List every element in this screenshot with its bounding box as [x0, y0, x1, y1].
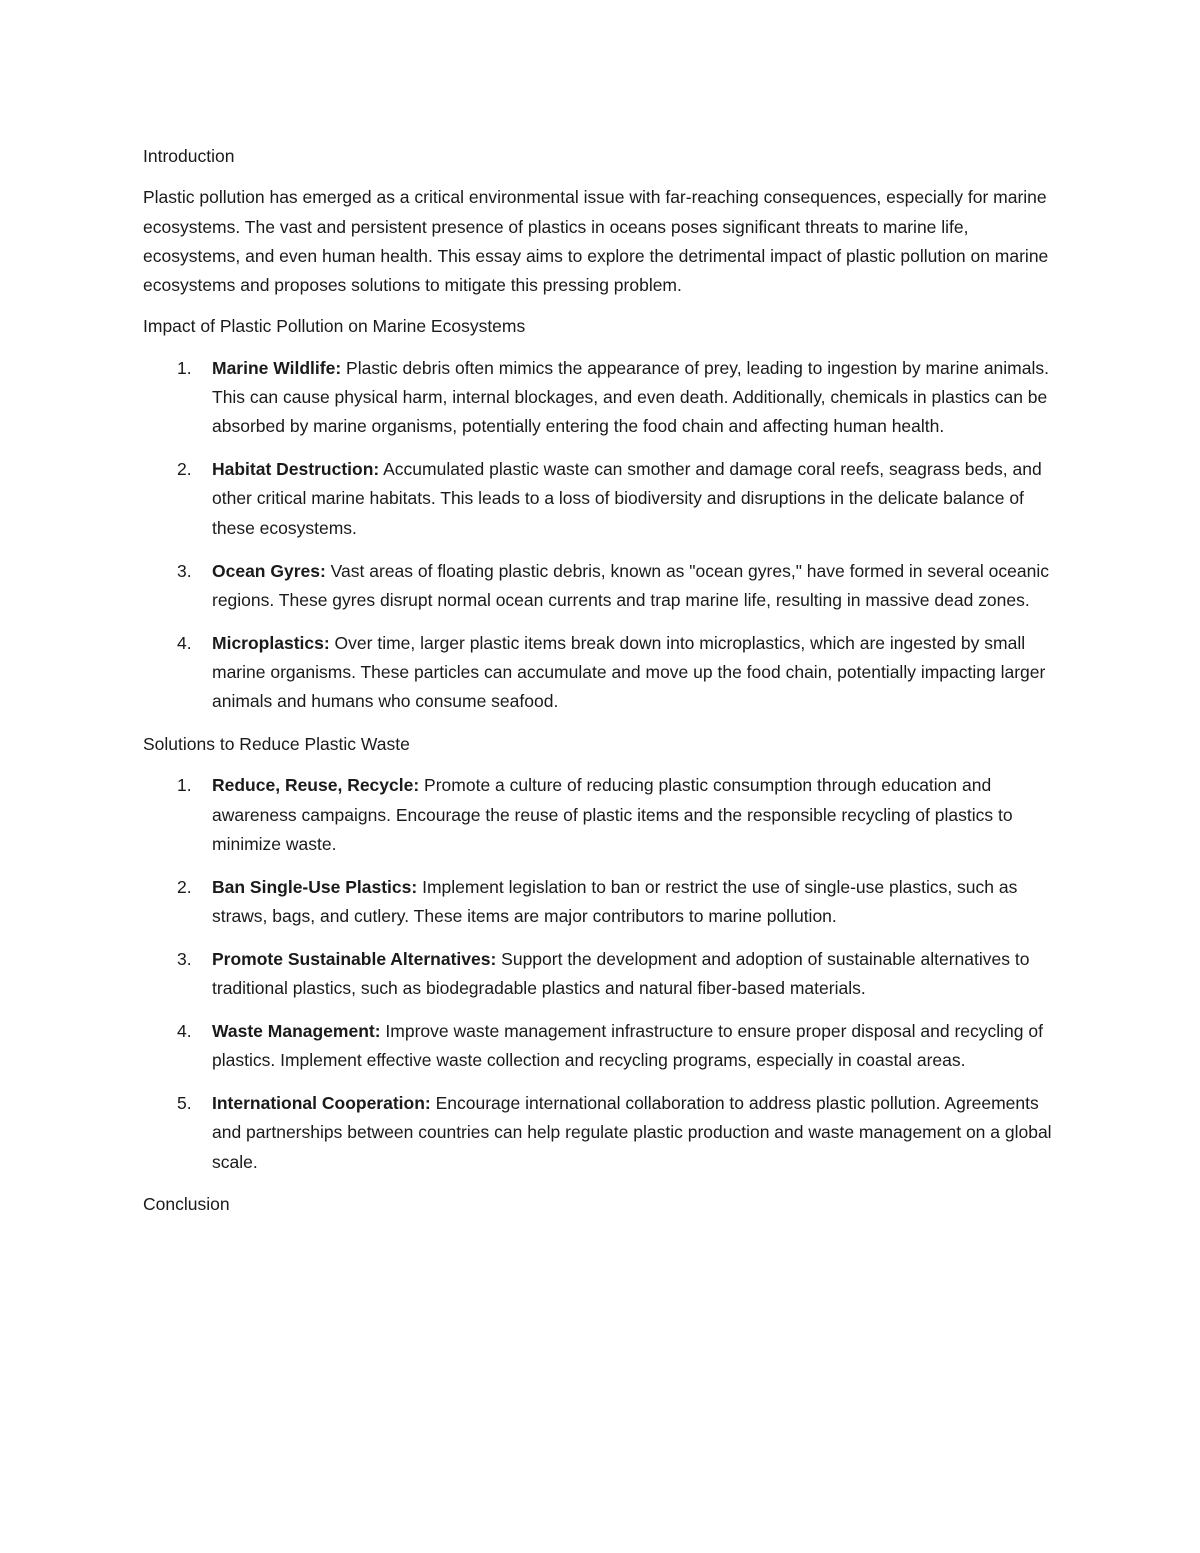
list-term: Promote Sustainable Alternatives: [212, 948, 497, 969]
solutions-heading: Solutions to Reduce Plastic Waste [143, 734, 410, 755]
list-item [143, 455, 1058, 543]
list-number: 2. [177, 876, 192, 897]
list-text: Over time, larger plastic items break down into microplastics, which are ingested by small marine organisms. These particles can accumulate and move up the food chain, potentially impacting larger animals and humans who consume seafood. [212, 632, 1046, 712]
list-number: 3. [177, 948, 192, 969]
list-number: 1. [177, 357, 192, 378]
introduction-paragraph: Plastic pollution has emerged as a critical environmental issue with far-reaching consequences, especially for marine ecosystems. The vast and persistent presence of plastics in oceans poses significant threats to marine life, ecosystems, and even human health. This essay aims to explore the detrimental impact of plastic pollution on marine ecosystems and proposes solutions to mitigate this pressing problem. [143, 187, 1049, 296]
list-term: Ban Single-Use Plastics: [212, 876, 418, 897]
list-number: 2. [177, 459, 192, 480]
list-term: Reduce, Reuse, Recycle: [212, 775, 420, 796]
list-item [143, 771, 1058, 859]
list-item [143, 1089, 1058, 1177]
impact-list [143, 354, 1058, 717]
list-item [143, 1017, 1058, 1076]
list-term: Waste Management: [212, 1020, 381, 1041]
conclusion-heading: Conclusion [143, 1194, 230, 1215]
list-text: Accumulated plastic waste can smother and damage coral reefs, seagrass beds, and other critical marine habitats. This leads to a loss of biodiversity and disruptions in the delicate balance of these ecosystems. [212, 459, 1042, 538]
list-item [143, 557, 1058, 616]
list-text: Plastic debris often mimics the appearance of prey, leading to ingestion by marine animals. This can cause physical harm, internal blockages, and even death. Additionally, chemicals in plastics can be absorbed by marine organisms, potentially entering the food chain and affecting human health. [212, 357, 1049, 437]
list-item [143, 873, 1058, 932]
list-item [143, 354, 1058, 442]
document-page [143, 142, 1058, 1232]
list-term: International Cooperation: [212, 1093, 431, 1114]
list-text: Implement legislation to ban or restrict the use of single-use plastics, such as straws, bags, and cutlery. These items are major contributors to marine pollution. [212, 876, 1018, 927]
impact-heading: Impact of Plastic Pollution on Marine Ecosystems [143, 316, 526, 337]
list-number: 3. [177, 560, 192, 581]
list-number: 1. [177, 775, 192, 796]
list-number: 5. [177, 1093, 192, 1114]
introduction-heading: Introduction [143, 146, 235, 166]
list-text: Support the development and adoption of sustainable alternatives to traditional plastics, such as biodegradable plastics and natural fiber-based materials. [212, 948, 1030, 999]
list-number: 4. [177, 1020, 192, 1041]
list-text: Vast areas of floating plastic debris, known as "ocean gyres," have formed in several oceanic regions. These gyres disrupt normal ocean currents and trap marine life, resulting in massive dead zones. [212, 560, 1049, 610]
list-text: Improve waste management infrastructure to ensure proper disposal and recycling of plastics. Implement effective waste collection and recycling programs, especially in coastal areas. [212, 1020, 1043, 1071]
list-item [143, 629, 1058, 717]
list-term: Habitat Destruction: [212, 459, 380, 480]
list-number: 4. [177, 632, 192, 653]
list-text: Promote a culture of reducing plastic consumption through education and awareness campaigns. Encourage the reuse of plastic items and the responsible recycling of plastics to minimize waste. [212, 775, 1013, 854]
list-item [143, 945, 1058, 1004]
list-term: Microplastics: [212, 632, 330, 653]
list-text: Encourage international collaboration to address plastic pollution. Agreements and partnerships between countries can help regulate plastic production and waste management on a global scale. [212, 1093, 1052, 1172]
list-term: Marine Wildlife: [212, 357, 342, 378]
solutions-list [143, 771, 1058, 1177]
list-term: Ocean Gyres: [212, 560, 326, 581]
